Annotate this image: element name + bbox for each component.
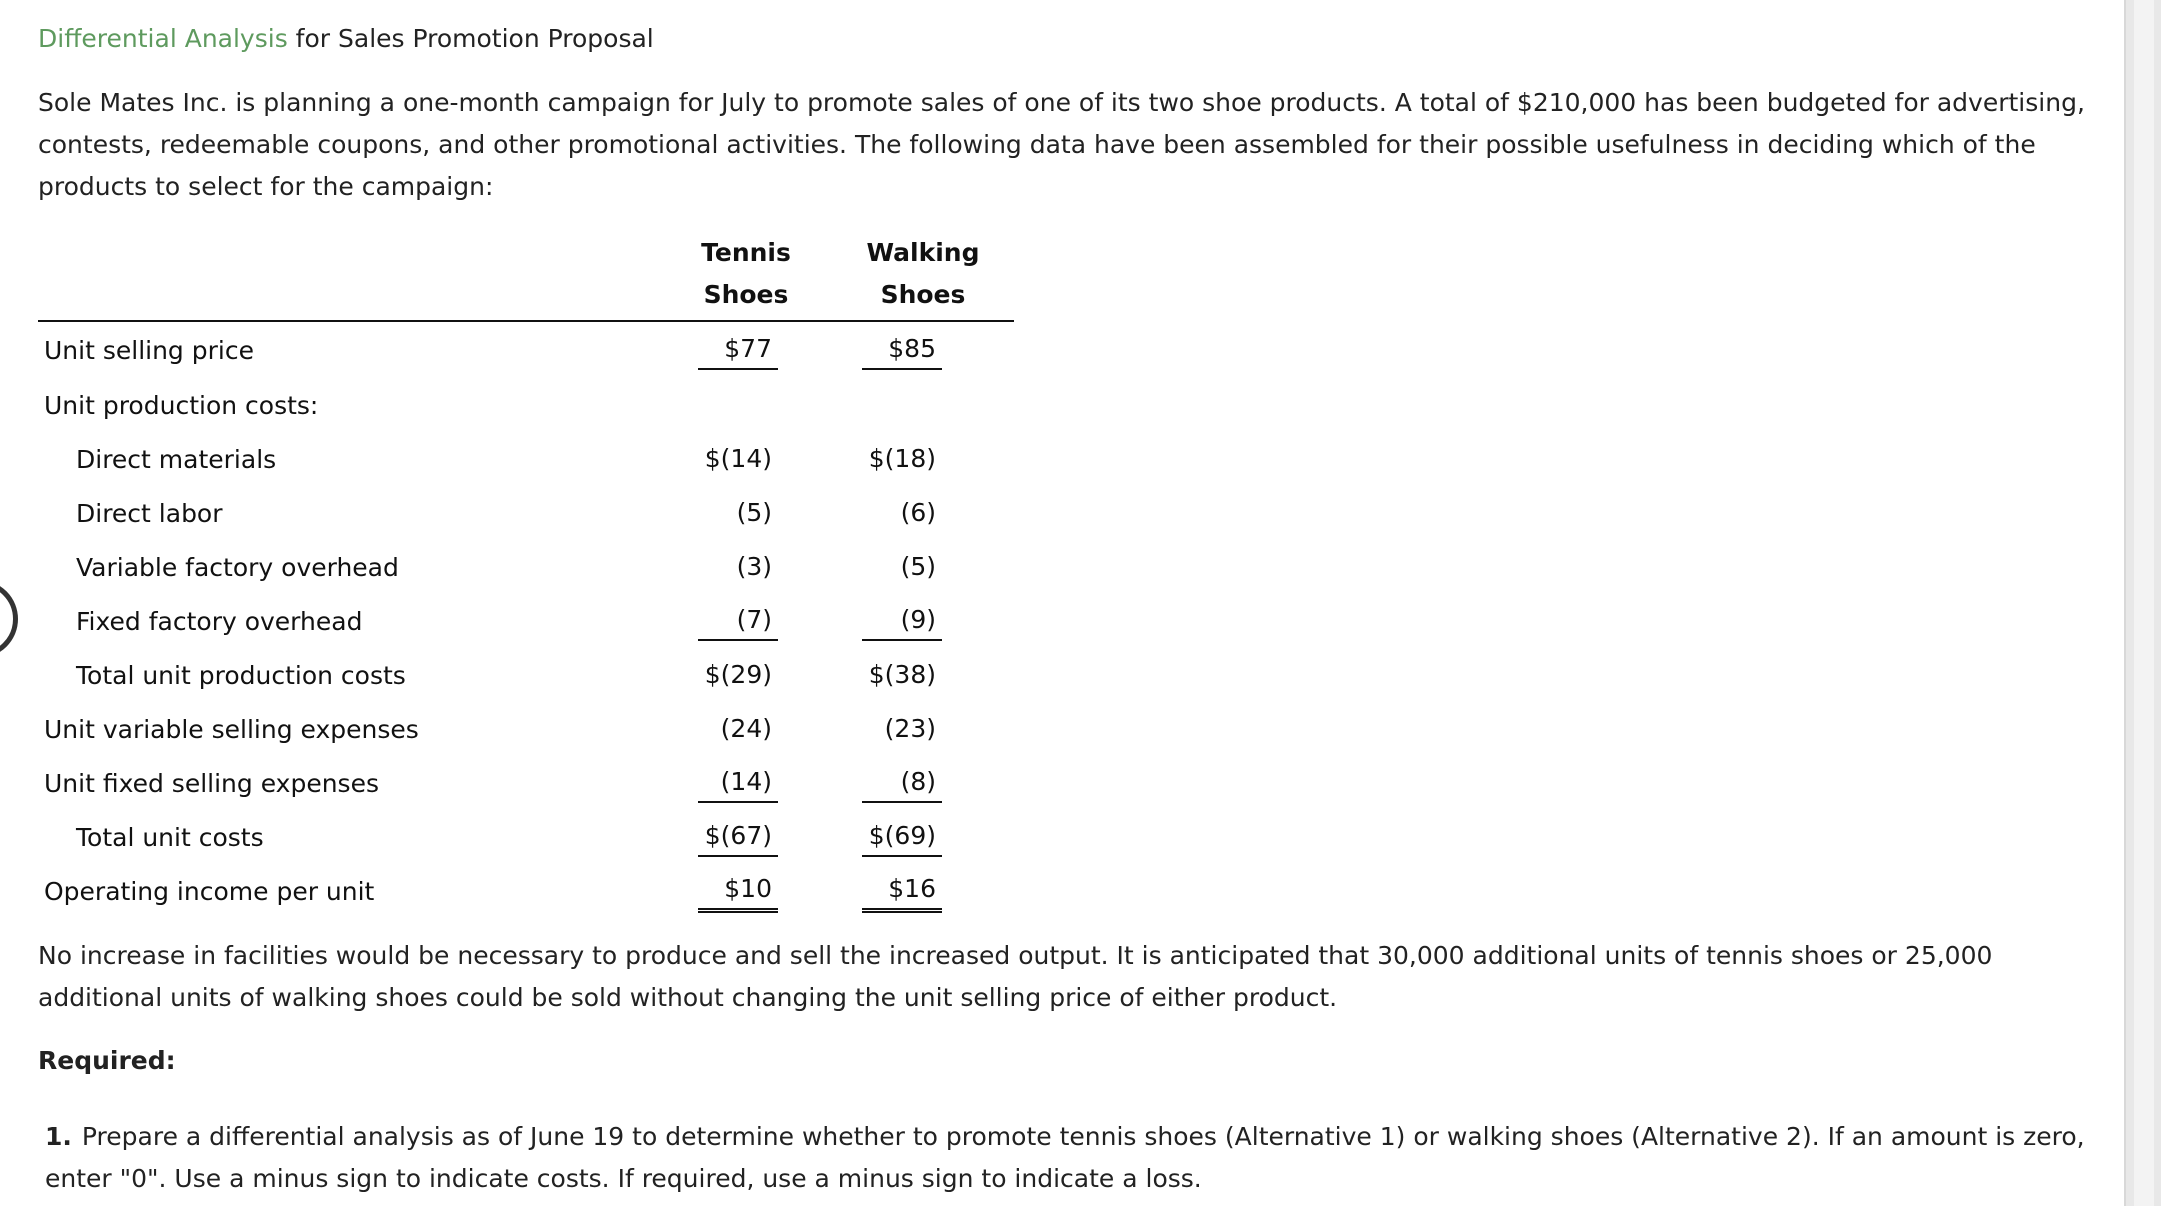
row-label: Direct materials xyxy=(76,444,277,474)
walking-value: (6) xyxy=(900,498,936,527)
header-walking-line1: Walking xyxy=(866,238,980,267)
tennis-value: (3) xyxy=(736,552,772,581)
tennis-value: (14) xyxy=(698,763,778,803)
walking-value: $16 xyxy=(862,870,942,913)
table-row xyxy=(38,702,1014,756)
table-row xyxy=(38,486,1014,540)
glossary-link[interactable]: Differential Analysis xyxy=(38,24,288,53)
walking-value: $85 xyxy=(862,330,942,370)
instruction-text: Prepare a differential analysis as of June 19 to determine whether to promote tennis shoes (Alternative 1) or walking shoes (Alternative 2). If an amount is zero, enter "0". Use a minus sign to indicate costs. If required, use a minus sign to indicate a loss. xyxy=(45,1122,2085,1193)
page-title xyxy=(38,22,654,56)
row-label: Total unit production costs xyxy=(76,660,406,690)
required-heading: Required: xyxy=(38,1046,176,1075)
table-row xyxy=(38,321,1014,378)
row-label: Fixed factory overhead xyxy=(76,606,363,636)
table-row xyxy=(38,648,1014,702)
walking-value: (8) xyxy=(862,763,942,803)
title-text: for Sales Promotion Proposal xyxy=(287,24,654,53)
edge-circle-icon xyxy=(0,580,18,658)
product-data-table xyxy=(38,226,1014,918)
header-tennis-line2: Shoes xyxy=(703,280,789,309)
tennis-value: $77 xyxy=(698,330,778,370)
tennis-value: $10 xyxy=(698,870,778,913)
tennis-value: $(67) xyxy=(698,817,778,857)
walking-value: (9) xyxy=(862,601,942,641)
walking-value: $(38) xyxy=(868,660,936,689)
tennis-value: $(29) xyxy=(704,660,772,689)
walking-value: $(18) xyxy=(868,444,936,473)
header-tennis-shoes xyxy=(660,226,832,321)
tennis-value: (24) xyxy=(720,714,772,743)
row-label: Unit fixed selling expenses xyxy=(44,768,379,798)
header-walking-shoes xyxy=(832,226,1014,321)
intro-paragraph: Sole Mates Inc. is planning a one-month campaign for July to promote sales of one of its two shoe products. A total of $210,000 has been budgeted for advertising, contests, redeemable coupons, and other promotional activities. The following data have been assembled for their possible usefulness in deciding which of the products to select for the campaign: xyxy=(38,88,2085,201)
table-row xyxy=(38,594,1014,648)
outro-paragraph: No increase in facilities would be necessary to produce and sell the increased output. It is anticipated that 30,000 additional units of tennis shoes or 25,000 additional units of walking shoes could be sold without changing the unit selling price of either product. xyxy=(38,941,1993,1012)
header-walking-line2: Shoes xyxy=(880,280,966,309)
table-row xyxy=(38,540,1014,594)
table-header-row xyxy=(38,226,1014,321)
table-row xyxy=(38,378,1014,432)
table-row xyxy=(38,432,1014,486)
walking-value: (5) xyxy=(900,552,936,581)
table-row xyxy=(38,756,1014,810)
row-label: Total unit costs xyxy=(76,822,264,852)
table-row xyxy=(38,864,1014,918)
row-label: Unit variable selling expenses xyxy=(44,714,419,744)
vertical-scrollbar[interactable] xyxy=(2124,0,2161,1206)
instruction-number: 1. xyxy=(45,1122,72,1151)
row-label: Direct labor xyxy=(76,498,223,528)
row-label: Unit production costs: xyxy=(44,390,319,420)
table-row xyxy=(38,810,1014,864)
row-label: Variable factory overhead xyxy=(76,552,399,582)
row-label: Unit selling price xyxy=(44,335,254,365)
scrollbar-thumb[interactable] xyxy=(2134,0,2154,1206)
tennis-value: (5) xyxy=(736,498,772,527)
tennis-value: $(14) xyxy=(704,444,772,473)
walking-value: (23) xyxy=(884,714,936,743)
walking-value: $(69) xyxy=(862,817,942,857)
problem-content xyxy=(38,0,2108,1206)
tennis-value: (7) xyxy=(698,601,778,641)
header-tennis-line1: Tennis xyxy=(701,238,791,267)
instruction-item xyxy=(45,1116,2115,1200)
header-blank xyxy=(38,226,660,321)
row-label: Operating income per unit xyxy=(44,876,375,906)
